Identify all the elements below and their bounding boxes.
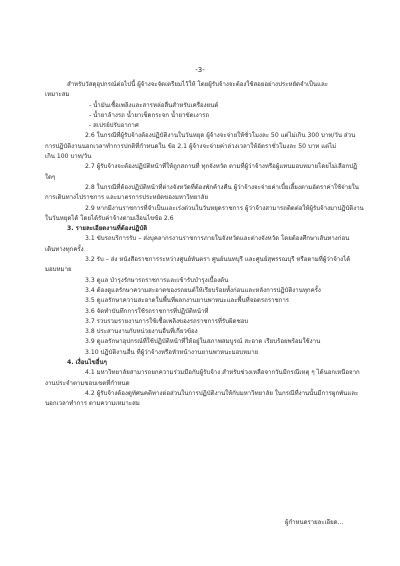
page-number: -3- [195,66,205,74]
body-paragraph: 4.1 มหาวิทยาลัยสามารถยกความร่วมมือกับผู้รับจ้าง สำหรับช่วงเหลือจากวันมีกรณีเหตุ ๆ ได้นอกเหนือจาก [85,369,360,377]
body-paragraph: 2.8 ในกรณีที่ต้องปฏิบัติหน้าที่ต่างจังหวัดที่ต้องพักค้างคืน ผู้ว่าจ้างจะจ่ายค่าเบี้ยเลี้ยงตามอัตราค่าใช้จ่ายใน [85,183,359,191]
body-paragraph: การปฏิบัติงานนอกเวลาทำการปกติที่กำหนดใน ข้อ 2.1 ผู้จ้างจะจ่ายค่าล่วงเวลาให้อัตราชั่วโมงละ 50 บาท แต่ไม่ [45,142,337,150]
body-paragraph: 3.3 ดูแล บำรุงรักษารถราชการและเข้ารับบำรุงเบื้องต้น [85,276,229,284]
body-paragraph: 3.5 ดูแลรักษาความสะอาดในพื้นที่ผลกงานยานพาหนะและพื้นที่จอดรถราชการ [85,297,290,305]
body-paragraph: งานประจำตามขอบเขตที่กำหนด [45,379,130,387]
body-paragraph: - สเปรย์ปรับอากาศ [89,122,139,130]
section-heading: 4. เงื่อนไขอื่นๆ [67,359,107,367]
body-paragraph: - น้ำยาล้างรถ น้ำยาเช็ดกระจก น้ำยาขัดเงารถ [89,111,210,119]
body-paragraph: สำหรับวัสดุอุปกรณ์ต่อไปนี้ ผู้จ้างจะจัดเตรียมไว้ให้ โดยผู้รับจ้างจะต้องใช้สอยอย่างประหยัดจำเป็นและ [67,81,329,88]
body-paragraph: เหมาะสม [45,91,70,99]
body-paragraph: นอกเวลาทำการ ตามความเหมาะสม [45,400,140,408]
body-paragraph: 3.4 ต้องดูแลรักษาความสะอาดของรถยนต์ให้เรียบร้อยทั้งก่อนและหลังการปฏิบัติงานทุกครั้ง [85,286,321,294]
body-paragraph: ใดๆ [45,173,56,181]
body-paragraph: 3.9 ดูแลรักษาอุปกรณ์ที่ใช้ปฏิบัติหน้าที่ให้อยู่ในสภาพสมบูรณ์ สะอาด เรียบร้อยพร้อมใช้งาน [85,338,321,346]
body-paragraph: 3.2 รับ – ส่ง หนังสือราชการระหว่างศูนย์หันตรา ศูนย์นนทบุรี และศูนย์สุพรรณบุรี หรือตามที่ผู้ว่าจ้างได้ [85,256,351,264]
body-paragraph: การเดินทางไปราชการ และมาตรการประหยัดของมหาวิทยาลัย [45,194,209,202]
body-paragraph: - น้ำมันเชื้อเพลิงและสารหล่อลื่นสำหรับเครื่องยนต์ [89,101,219,109]
body-paragraph: 3.1 ขับรถบริการรับ – ส่งบุคลากรงานราชการภายในจังหวัดและต่างจังหวัด โดยต้องศึกษาเส้นทางก่อน [85,235,350,243]
body-paragraph: 3.6 จัดทำบันทึกการใช้รถราชการที่ปฏิบัติหน้าที่ [85,307,209,315]
body-paragraph: ในวันหยุดได้ โดยได้รับค่าจ้างตามเงื่อนไขข้อ 2.6 [45,214,174,222]
document-body [45,80,367,410]
body-paragraph: 3.8 ประสานงานกับหน่วยงานอื่นที่เกี่ยวข้อง [85,328,198,336]
section-heading: 3. รายละเอียดงานที่ต้องปฏิบัติ [67,225,148,233]
body-paragraph: เกิน 100 บาท/วัน [45,153,92,161]
body-paragraph: 3.10 ปฏิบัติงานอื่น ที่ผู้ว่าจ้างหรือหัวหน้างานยานพาหนะมอบหมาย [85,348,259,356]
footer-signature-line: ผู้กำหนดรายละเอียด... [285,519,344,526]
body-paragraph: 2.7 ผู้รับจ้างจะต้องปฏิบัติหน้าที่ให้ถูกสถานที่ ทุกจังหวัด ตามที่ผู้ว่าจ้างหรือผู้แทนมอบหมายโดยไม่เลือกปฏิ [85,163,358,171]
body-paragraph: 2.9 หากมีงานราชการที่จำเป็นและเร่งด่วนในวันหยุดราชการ ผู้ว่าจ้างสามารถติดต่อให้ผู้รับจ้างมาปฏิบัติงาน [85,204,364,212]
body-paragraph: เดินทางทุกครั้ง [45,245,84,253]
body-paragraph: 2.6 ในกรณีที่ผู้รับจ้างต้องปฏิบัติงานในวันหยุด ผู้จ้างจะจ่ายให้ชั่วโมงละ 50 แต่ไม่เกิน 300 บาท/วัน ส่วน [85,132,356,140]
body-paragraph: มอบหมาย [45,266,72,274]
body-paragraph: 3.7 รวบรวมรายงานการใช้เชื้อเพลิงของรถราชการที่รับผิดชอบ [85,317,249,325]
body-paragraph: 4.2 ผู้รับจ้างต้องดูทัศนคติทางต่อส่วนในการปฏิบัติงานให้กับมหาวิทยาลัย ในกรณีที่งานนั้นมีการผูกพันและ [85,389,359,397]
